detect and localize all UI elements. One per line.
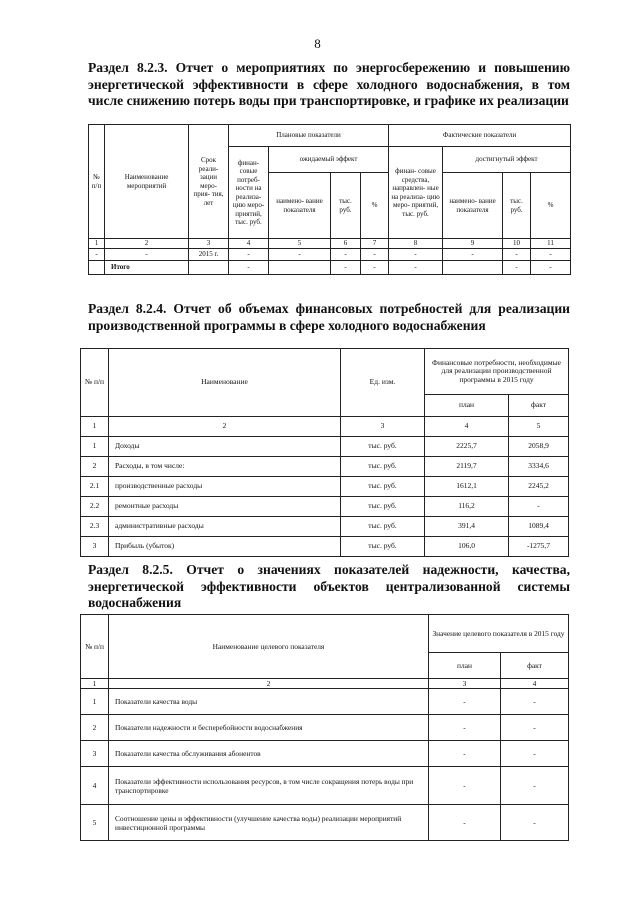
row-name: административные расходы — [109, 517, 341, 537]
row-num: 1 — [81, 689, 109, 715]
fact-pct-header: % — [531, 173, 571, 239]
row-num: 3 — [81, 537, 109, 557]
section-8-2-3-title: Раздел 8.2.3. Отчет о мероприятиях по энергосбережению и повышению энергетической эффективности в сфере холодного водоснабжения, в том числе снижению потерь воды при транспортировке, и графике их реализации — [88, 60, 570, 108]
col-number-cell: 3 — [189, 239, 229, 249]
target-indicators-table — [80, 614, 569, 841]
col-number-cell: 2 — [109, 679, 429, 689]
total-label: Итого — [105, 261, 189, 275]
col-number-cell: 2 — [105, 239, 189, 249]
fact-header: факт — [501, 653, 569, 679]
row-fact: - — [501, 805, 569, 841]
row-fact: 2245,2 — [509, 477, 569, 497]
row-num: 2.3 — [81, 517, 109, 537]
col-number-cell: 1 — [81, 417, 109, 437]
row-plan: 2225,7 — [425, 437, 509, 457]
row-fact: - — [501, 767, 569, 805]
fact-thous-header: тыс. руб. — [503, 173, 531, 239]
fact-fin-header: финан- совые средства, направлен- ные на реализа- цию меро- приятий, тыс. руб. — [389, 147, 443, 239]
row-plan: - — [429, 689, 501, 715]
row-plan: 391,4 — [425, 517, 509, 537]
table-cell — [443, 261, 503, 275]
row-fact: - — [501, 741, 569, 767]
plan-header: план — [429, 653, 501, 679]
col-number-cell: 6 — [331, 239, 361, 249]
expected-effect-header: ожидаемый эффект — [269, 147, 389, 173]
plan-ind-name-header: наимено- вание показателя — [269, 173, 331, 239]
events-table — [88, 124, 571, 275]
table-cell: - — [389, 249, 443, 261]
col-name-header: Наименование мероприятий — [105, 125, 189, 239]
row-num: 2 — [81, 715, 109, 741]
row-unit: тыс. руб. — [341, 477, 425, 497]
table-cell: - — [503, 261, 531, 275]
table-row — [81, 537, 569, 557]
table-cell: - — [229, 261, 269, 275]
table-cell: - — [531, 249, 571, 261]
col-number-cell: 4 — [229, 239, 269, 249]
table-row — [81, 689, 569, 715]
row-fact: - — [501, 689, 569, 715]
fact-header: факт — [509, 395, 569, 417]
col-number-cell: 10 — [503, 239, 531, 249]
achieved-effect-header: достигнутый эффект — [443, 147, 571, 173]
table-cell: - — [269, 249, 331, 261]
table-cell: - — [331, 249, 361, 261]
row-fact: - — [509, 497, 569, 517]
table-row — [81, 767, 569, 805]
table-row — [81, 715, 569, 741]
table-row — [81, 437, 569, 457]
table-row — [81, 477, 569, 497]
table-row — [89, 249, 571, 261]
row-fact: 1089,4 — [509, 517, 569, 537]
col-number-cell: 4 — [501, 679, 569, 689]
row-num: 5 — [81, 805, 109, 841]
table-cell: 2015 г. — [189, 249, 229, 261]
table-cell: - — [361, 249, 389, 261]
row-plan: - — [429, 741, 501, 767]
row-name: ремонтные расходы — [109, 497, 341, 517]
row-fact: - — [501, 715, 569, 741]
plan-thous-header: тыс. руб. — [331, 173, 361, 239]
row-num: 1 — [81, 437, 109, 457]
row-plan: 2119,7 — [425, 457, 509, 477]
row-num: 3 — [81, 741, 109, 767]
row-plan: - — [429, 767, 501, 805]
row-name: производственные расходы — [109, 477, 341, 497]
table-cell — [89, 261, 105, 275]
page-number: 8 — [314, 36, 321, 51]
table-cell: - — [389, 261, 443, 275]
row-name: Прибыль (убыток) — [109, 537, 341, 557]
table-cell: - — [229, 249, 269, 261]
table-cell: - — [443, 249, 503, 261]
target-value-header: Значение целевого показателя в 2015 году — [429, 615, 569, 653]
table-row — [81, 805, 569, 841]
row-name: Показатели качества воды — [109, 689, 429, 715]
row-name: Доходы — [109, 437, 341, 457]
col-name-header: Наименование целевого показателя — [109, 615, 429, 679]
table-cell: - — [89, 249, 105, 261]
financial-needs-table — [80, 348, 569, 557]
row-num: 4 — [81, 767, 109, 805]
table-row — [81, 741, 569, 767]
col-number-cell: 2 — [109, 417, 341, 437]
fact-ind-name-header: наимено- вание показателя — [443, 173, 503, 239]
planned-indicators-header: Плановые показатели — [229, 125, 389, 147]
row-num: 2.2 — [81, 497, 109, 517]
total-row — [89, 261, 571, 275]
table-cell — [269, 261, 331, 275]
table-cell: - — [105, 249, 189, 261]
row-plan: - — [429, 715, 501, 741]
row-name: Показатели надежности и бесперебойности водоснабжения — [109, 715, 429, 741]
col-number-cell: 7 — [361, 239, 389, 249]
section-8-2-4-title: Раздел 8.2.4. Отчет об объемах финансовых потребностей для реализации производственной программы в сфере холодного водоснабжения — [88, 301, 570, 333]
row-unit: тыс. руб. — [341, 497, 425, 517]
col-num-header: № п/п — [89, 125, 105, 239]
actual-indicators-header: Фактические показатели — [389, 125, 571, 147]
row-unit: тыс. руб. — [341, 437, 425, 457]
table-cell — [189, 261, 229, 275]
row-num: 2.1 — [81, 477, 109, 497]
table-cell: - — [361, 261, 389, 275]
col-number-cell: 11 — [531, 239, 571, 249]
col-number-cell: 9 — [443, 239, 503, 249]
plan-pct-header: % — [361, 173, 389, 239]
row-fact: 2058,9 — [509, 437, 569, 457]
row-plan: 106,0 — [425, 537, 509, 557]
col-num-header: № п/п — [81, 615, 109, 679]
row-plan: - — [429, 805, 501, 841]
col-number-cell: 3 — [341, 417, 425, 437]
plan-fin-header: финан- совые потреб- ности на реализа- цию меро- приятий, тыс. руб. — [229, 147, 269, 239]
row-name: Соотношение цены и эффективности (улучшение качества воды) реализации мероприятий инвестиционной программы — [109, 805, 429, 841]
col-number-cell: 8 — [389, 239, 443, 249]
row-name: Показатели эффективности использования ресурсов, в том числе сокращения потерь воды при транспортировке — [109, 767, 429, 805]
row-name: Показатели качества обслуживания абонентов — [109, 741, 429, 767]
fin-needs-header: Финансовые потребности, необходимые для реализации производственной программы в 2015 году — [425, 349, 569, 395]
col-number-cell: 4 — [425, 417, 509, 437]
row-num: 2 — [81, 457, 109, 477]
col-number-cell: 5 — [269, 239, 331, 249]
row-unit: тыс. руб. — [341, 517, 425, 537]
row-unit: тыс. руб. — [341, 537, 425, 557]
col-number-cell: 3 — [429, 679, 501, 689]
row-name: Расходы, в том числе: — [109, 457, 341, 477]
table-row — [81, 517, 569, 537]
table-cell: - — [331, 261, 361, 275]
row-fact: 3334,6 — [509, 457, 569, 477]
row-fact: -1275,7 — [509, 537, 569, 557]
table-row — [81, 497, 569, 517]
col-number-cell: 1 — [89, 239, 105, 249]
row-unit: тыс. руб. — [341, 457, 425, 477]
col-unit-header: Ед. изм. — [341, 349, 425, 417]
section-8-2-5-title: Раздел 8.2.5. Отчет о значениях показателей надежности, качества, энергетической эффективности объектов централизованной системы водоснабжения — [88, 562, 570, 610]
col-name-header: Наименование — [109, 349, 341, 417]
table-cell: - — [531, 261, 571, 275]
row-plan: 116,2 — [425, 497, 509, 517]
table-cell: - — [503, 249, 531, 261]
col-term-header: Срок реали- зации меро- прия- тия, лет — [189, 125, 229, 239]
col-num-header: № п/п — [81, 349, 109, 417]
table-row — [81, 457, 569, 477]
col-number-cell: 1 — [81, 679, 109, 689]
row-plan: 1612,1 — [425, 477, 509, 497]
plan-header: план — [425, 395, 509, 417]
col-number-cell: 5 — [509, 417, 569, 437]
